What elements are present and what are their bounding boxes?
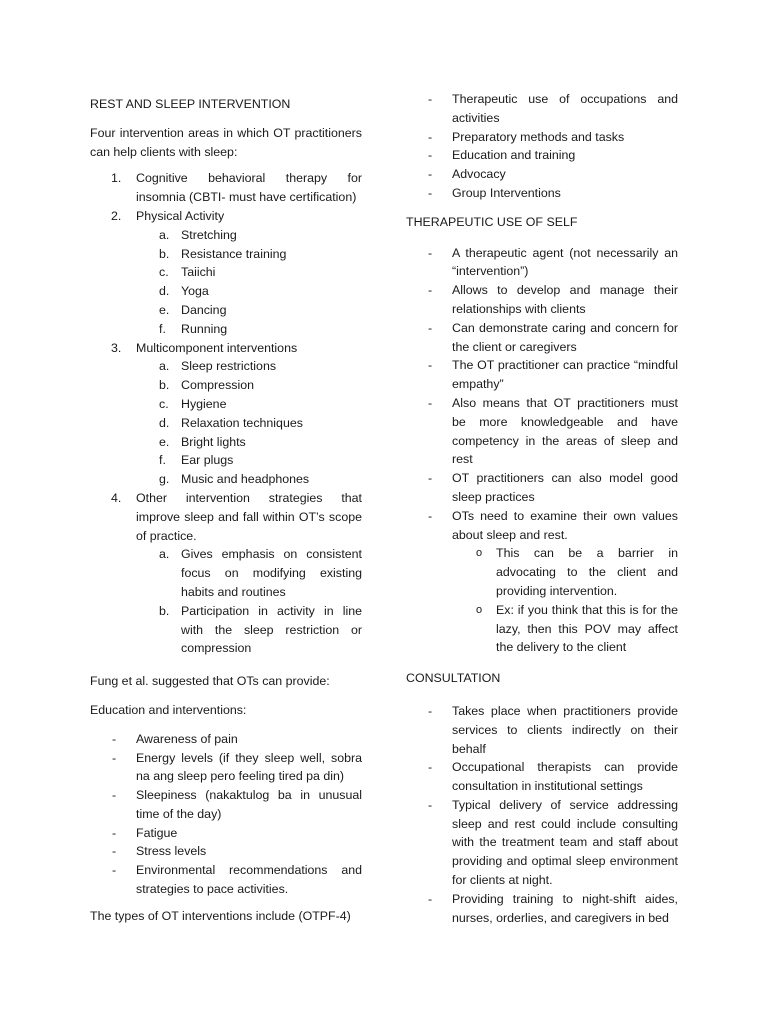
- list-item-values: - OTs need to examine their own values about sleep and rest. o This can be a barrier in advocating to the client and providing intervention. o Ex: if you think that this is for the lazy, then this POV may affect the delivery to the client: [406, 507, 678, 657]
- ot-types-list: [406, 90, 678, 203]
- list-item: - Therapeutic use of occupations and activities: [406, 90, 678, 128]
- education-list: [90, 730, 362, 899]
- area-item-1: 1. Cognitive behavioral therapy for insomnia (CBTI- must have certification): [111, 171, 362, 205]
- area-text: Physical Activity: [136, 208, 225, 223]
- sub-item: f. Ear plugs: [159, 453, 234, 468]
- sub-item: a. Sleep restrictions: [159, 359, 277, 374]
- section-title-therapeutic-self: THERAPEUTIC USE OF SELF: [406, 214, 578, 229]
- fung-paragraph: Fung et al. suggested that OTs can provide:: [90, 674, 330, 689]
- area-text: Cognitive behavioral therapy for insomnia (CBTI- must have certification): [136, 171, 362, 205]
- section-title-rest-sleep: REST AND SLEEP INTERVENTION: [90, 97, 291, 111]
- intro-paragraph: Four intervention areas in which OT practitioners can help clients with sleep:: [90, 125, 362, 159]
- list-item: - A therapeutic agent (not necessarily an “intervention”): [406, 244, 678, 282]
- consultation-list: [406, 702, 678, 928]
- sub-item: e. Dancing: [159, 302, 227, 317]
- multicomponent-sublist: [136, 357, 362, 489]
- list-item: - Typical delivery of service addressing sleep and rest could include consulting with the treatment team and staff about providing and optimal sleep environment for clients at night.: [406, 796, 678, 890]
- sub-item: f. Running: [159, 321, 228, 336]
- sub-item: o Ex: if you think that this is for the lazy, then this POV may affect the delivery to the client: [452, 601, 678, 657]
- intervention-areas-list: [90, 169, 362, 658]
- area-text: Other intervention strategies that improve sleep and fall within OT’s scope of practice.: [136, 490, 362, 543]
- other-strategies-sublist: [136, 545, 362, 658]
- sub-item: a. Gives emphasis on consistent focus on modifying existing habits and routines: [159, 547, 362, 599]
- area-item-2: 2. Physical Activity a. Stretching b. Resistance training c. Taiichi d. Yoga e. Dancing f. Running: [90, 207, 362, 339]
- list-item: - Advocacy: [406, 165, 678, 184]
- sub-item: g. Music and headphones: [159, 472, 310, 487]
- left-column: [90, 90, 362, 934]
- list-item: - Education and training: [406, 146, 678, 165]
- right-column: [406, 90, 678, 927]
- list-item: - Stress levels: [90, 842, 362, 861]
- sub-item: d. Yoga: [159, 284, 209, 299]
- sub-item: c. Hygiene: [159, 396, 227, 411]
- list-item: - Fatigue: [90, 824, 362, 843]
- list-item: - Takes place when practitioners provide services to clients indirectly on their behalf: [406, 702, 678, 758]
- list-item: - The OT practitioner can practice “mindful empathy”: [406, 356, 678, 394]
- sub-item: a. Stretching: [159, 227, 237, 242]
- list-item: - Occupational therapists can provide consultation in institutional settings: [406, 758, 678, 796]
- list-item: - Environmental recommendations and strategies to pace activities.: [90, 861, 362, 899]
- sub-item: o This can be a barrier in advocating to the client and providing intervention.: [452, 544, 678, 600]
- list-item: - Awareness of pain: [90, 730, 362, 749]
- list-item: - Preparatory methods and tasks: [406, 128, 678, 147]
- list-item: - Sleepiness (nakaktulog ba in unusual time of the day): [90, 786, 362, 824]
- sub-item: b. Resistance training: [159, 246, 287, 261]
- section-title-consultation: CONSULTATION: [406, 671, 501, 686]
- sub-item: d. Relaxation techniques: [159, 415, 303, 430]
- area-text: Multicomponent interventions: [136, 340, 298, 355]
- therapeutic-self-list: [406, 244, 678, 658]
- sub-item: c. Taiichi: [159, 265, 216, 280]
- list-item: - Group Interventions: [406, 184, 678, 203]
- sub-item: b. Compression: [159, 378, 254, 393]
- physical-activity-sublist: [136, 226, 362, 339]
- sub-item: e. Bright lights: [159, 434, 246, 449]
- list-item: - Allows to develop and manage their relationships with clients: [406, 281, 678, 319]
- list-item: - OT practitioners can also model good sleep practices: [406, 469, 678, 507]
- list-item: - Also means that OT practitioners must be more knowledgeable and have competency in the areas of sleep and rest: [406, 394, 678, 469]
- area-item-4: 4. Other intervention strategies that improve sleep and fall within OT’s scope of practice. a. Gives emphasis on consistent focus on modifying existing habits and routines b. Participation in activity in line with the sleep restriction or compression: [90, 489, 362, 658]
- list-item: - Can demonstrate caring and concern for the client or caregivers: [406, 319, 678, 357]
- list-item: - Providing training to night-shift aides, nurses, orderlies, and caregivers in bed: [406, 890, 678, 928]
- area-item-3: 3. Multicomponent interventions a. Sleep restrictions b. Compression c. Hygiene d. Relaxation techniques e. Bright lights f. Ear plugs g. Music and headphones: [90, 339, 362, 489]
- ot-types-paragraph: The types of OT interventions include (OTPF-4): [90, 908, 351, 923]
- sub-item: b. Participation in activity in line with the sleep restriction or compression: [159, 603, 362, 656]
- values-sublist: [406, 544, 678, 657]
- list-item: - Energy levels (if they sleep well, sobra na ang sleep pero feeling tired pa din): [90, 749, 362, 787]
- education-heading: Education and interventions:: [90, 702, 247, 717]
